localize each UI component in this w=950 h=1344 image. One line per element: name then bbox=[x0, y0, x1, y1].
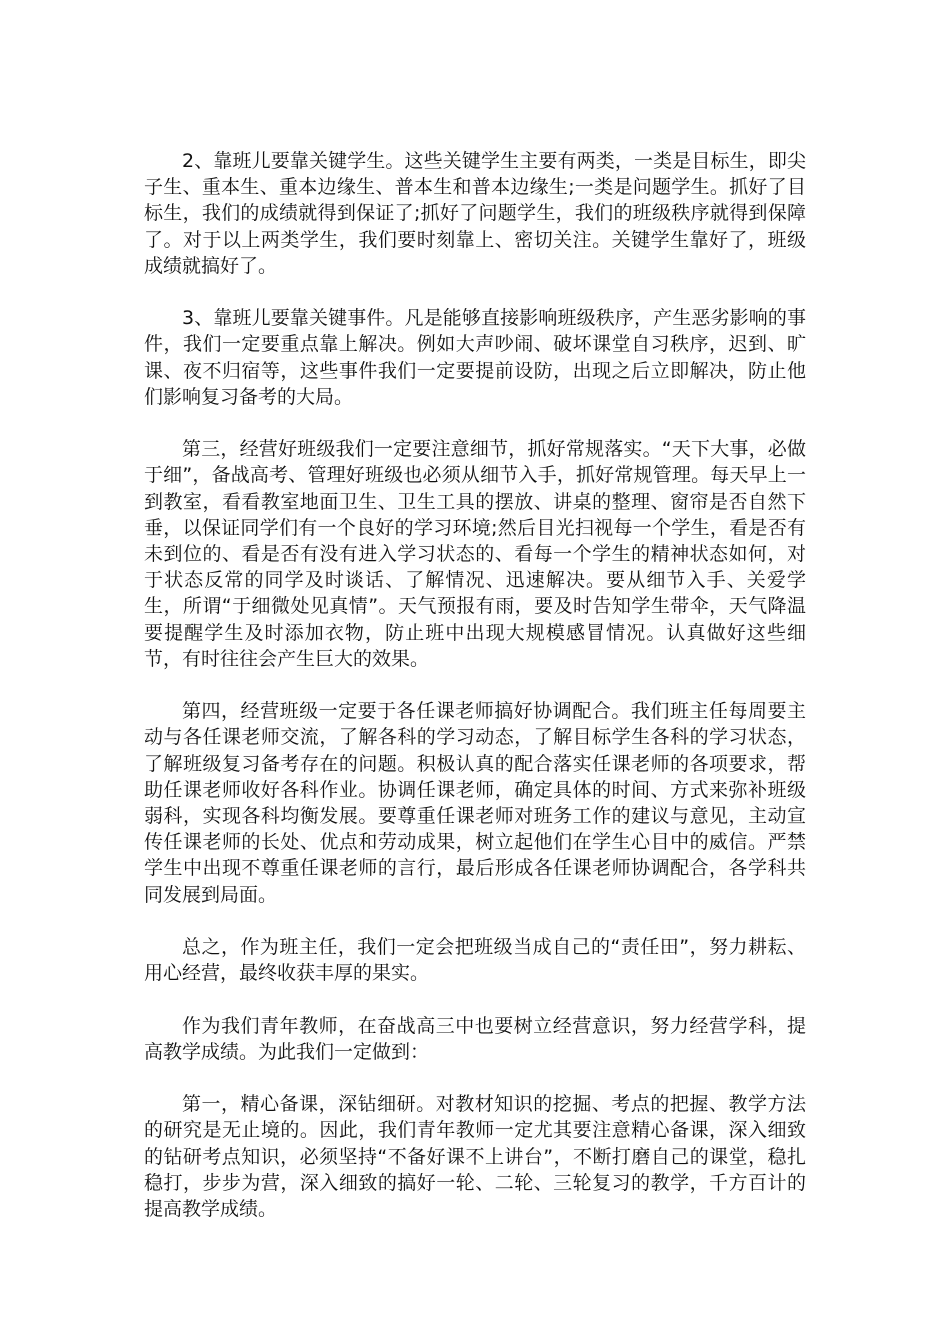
paragraph-key-students: 2、靠班儿要靠关键学生。这些关键学生主要有两类，一类是目标生，即尖子生、重本生、重本边缘生、普本生和普本边缘生;一类是问题学生。抓好了目标生，我们的成绩就得到保证了;抓好了问题学生，我们的班级秩序就得到保障了。对于以上两类学生，我们要时刻靠上、密切关注。关键学生靠好了，班级成绩就搞好了。 bbox=[144, 150, 806, 277]
paragraph-careful-preparation: 第一，精心备课，深钻细研。对教材知识的挖掘、考点的把握、教学方法的研究是无止境的。因此，我们青年教师一定尤其要注意精心备课，深入细致的钻研考点知识，必须坚持“不备好课不上讲台”，不断打磨自己的课堂，稳扎稳打，步步为营，深入细致的搞好一轮、二轮、三轮复习的教学，千方百计的提高教学成绩。 bbox=[144, 1093, 806, 1221]
paragraph-young-teachers: 作为我们青年教师，在奋战高三中也要树立经营意识，努力经营学科，提高教学成绩。为此我们一定做到： bbox=[144, 1014, 806, 1063]
paragraph-details-routine: 第三，经营好班级我们一定要注意细节，抓好常规落实。“天下大事，必做于细”，备战高考、管理好班级也必须从细节入手，抓好常规管理。每天早上一到教室，看看教室地面卫生、卫生工具的摆放、讲桌的整理、窗帘是否自然下垂，以保证同学们有一个良好的学习环境;然后目光扫视每一个学生，看是否有未到位的、看是否有没有进入学习状态的、看每一个学生的精神状态如何，对于状态反常的同学及时谈话、了解情况、迅速解决。要从细节入手、关爱学生，所谓“于细微处见真情”。天气预报有雨，要及时告知学生带伞，天气降温要提醒学生及时添加衣物，防止班中出现大规模感冒情况。认真做好这些细节，有时往往会产生巨大的效果。 bbox=[144, 438, 806, 670]
document-page bbox=[144, 148, 806, 1222]
paragraph-summary: 总之，作为班主任，我们一定会把班级当成自己的“责任田”，努力耕耘、用心经营，最终收获丰厚的果实。 bbox=[144, 936, 806, 985]
paragraph-key-events: 3、靠班儿要靠关键事件。凡是能够直接影响班级秩序，产生恶劣影响的事件，我们一定要重点靠上解决。例如大声吵闹、破坏课堂自习秩序，迟到、旷课、夜不归宿等，这些事件我们一定要提前设防，出现之后立即解决，防止他们影响复习备考的大局。 bbox=[144, 307, 806, 408]
paragraph-teacher-coordination: 第四，经营班级一定要于各任课老师搞好协调配合。我们班主任每周要主动与各任课老师交流，了解各科的学习动态，了解目标学生各科的学习状态，了解班级复习备考存在的问题。积极认真的配合落实任课老师的各项要求，帮助任课老师收好各科作业。协调任课老师，确定具体的时间、方式来弥补班级弱科，实现各科均衡发展。要尊重任课老师对班务工作的建议与意见，主动宣传任课老师的长处、优点和劳动成果，树立起他们在学生心目中的威信。严禁学生中出现不尊重任课老师的言行，最后形成各任课老师协调配合，各学科共同发展到局面。 bbox=[144, 700, 806, 906]
